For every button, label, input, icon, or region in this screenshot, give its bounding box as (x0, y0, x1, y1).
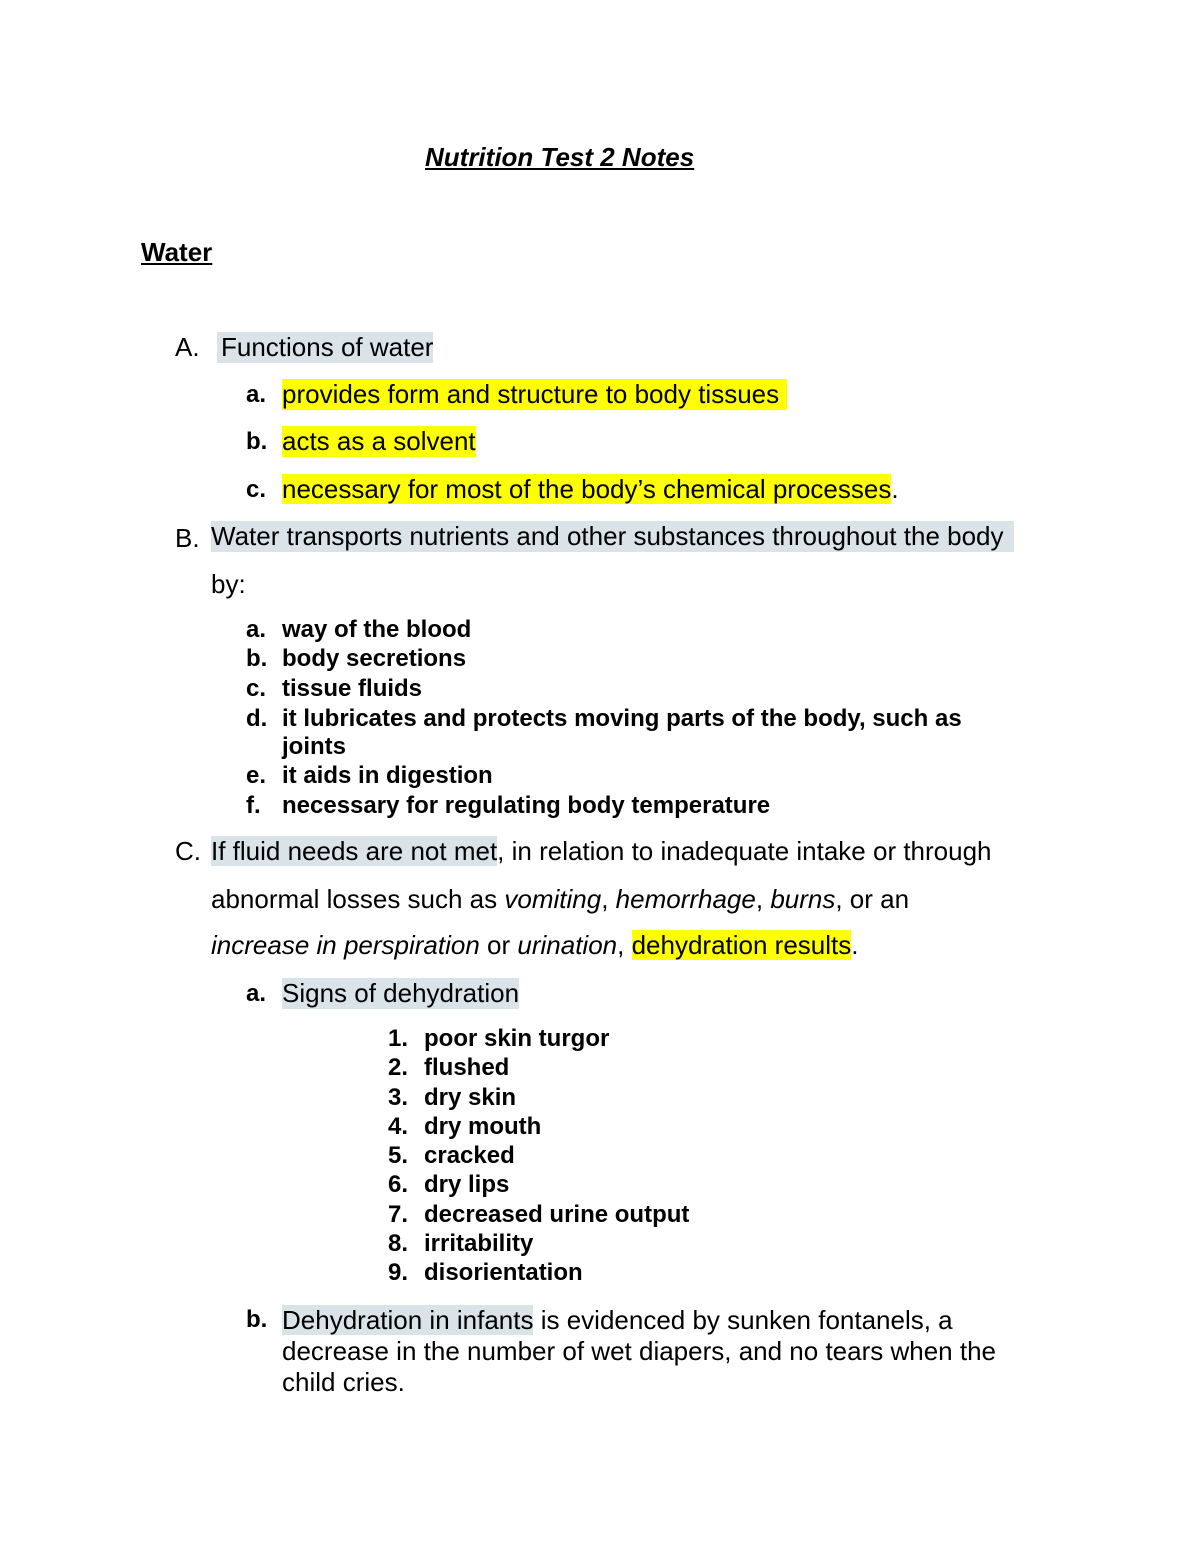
list-item-text: flushed (424, 1054, 510, 1081)
text: . (891, 474, 899, 504)
list-item-text: way of the blood (282, 616, 472, 643)
text: , (601, 884, 616, 914)
highlighted-text: necessary for most of the body’s chemical processes (282, 474, 892, 504)
highlighted-text: provides form and structure to body tissues (282, 379, 787, 410)
list-item-text: tissue fluids (282, 675, 423, 702)
list-item-text: poor skin turgor (424, 1025, 610, 1052)
list-marker: b. (246, 645, 268, 672)
list-item-text: dry lips (424, 1171, 510, 1198)
list-item-text: necessary for regulating body temperature (282, 792, 771, 819)
paragraph-line (282, 1305, 953, 1336)
list-item-text: it aids in digestion (282, 762, 493, 789)
list-item-text: decreased urine output (424, 1201, 690, 1228)
page-title: Nutrition Test 2 Notes (425, 142, 695, 172)
paragraph-line (211, 884, 909, 915)
paragraph-line (211, 930, 859, 961)
list-marker: c. (246, 476, 267, 503)
outline-label: Water transports nutrients and other substances throughout the body (211, 521, 1014, 552)
text: , (617, 930, 632, 960)
list-marker: d. (246, 705, 268, 732)
list-marker: B. (175, 523, 200, 553)
italic-text: urination (517, 930, 618, 960)
paragraph-line: decrease in the number of wet diapers, and no tears when the (282, 1336, 996, 1366)
list-marker: C. (175, 836, 201, 866)
italic-text: vomiting (504, 884, 602, 914)
list-marker: 4. (388, 1113, 409, 1140)
text: or (479, 930, 518, 960)
text: abnormal losses such as (211, 884, 505, 914)
list-marker: 2. (388, 1054, 409, 1081)
list-marker: b. (246, 1306, 268, 1333)
italic-text: increase in perspiration (211, 930, 480, 960)
list-marker: 5. (388, 1142, 409, 1169)
list-marker: 3. (388, 1084, 409, 1111)
list-item-text: disorientation (424, 1259, 583, 1286)
text: . (851, 930, 859, 960)
text: , (755, 884, 771, 914)
list-marker: e. (246, 762, 267, 789)
list-marker: a. (246, 980, 267, 1007)
highlighted-text: Dehydration in infants (282, 1305, 534, 1335)
list-item-text: it lubricates and protects moving parts of the body, such as (282, 705, 962, 732)
section-heading: Water (141, 237, 213, 267)
text: , in relation to inadequate intake or through (497, 836, 992, 866)
italic-text: hemorrhage (615, 884, 756, 914)
list-item-text: dry mouth (424, 1113, 542, 1140)
paragraph-line (211, 836, 992, 867)
outline-label-continued: by: (211, 569, 246, 599)
text: is evidenced by sunken fontanels, a (533, 1305, 953, 1335)
list-marker: b. (246, 428, 268, 455)
list-marker: 9. (388, 1259, 409, 1286)
list-item-text: dry skin (424, 1084, 517, 1111)
list-item-text: cracked (424, 1142, 515, 1169)
paragraph-line: child cries. (282, 1367, 405, 1397)
text: , or an (835, 884, 910, 914)
list-marker: c. (246, 675, 267, 702)
list-marker: A. (175, 332, 200, 362)
highlighted-text: dehydration results (631, 930, 852, 960)
list-item-text: body secretions (282, 645, 467, 672)
outline-label: Signs of dehydration (282, 978, 520, 1008)
list-item-text-continued: joints (282, 733, 346, 760)
list-item-text: irritability (424, 1230, 534, 1257)
list-marker: a. (246, 616, 267, 643)
list-marker: f. (246, 792, 261, 819)
italic-text: burns (770, 884, 836, 914)
list-marker: 1. (388, 1025, 409, 1052)
list-marker: 8. (388, 1230, 409, 1257)
outline-label: Functions of water (217, 332, 433, 363)
list-marker: 7. (388, 1201, 409, 1228)
highlighted-text: acts as a solvent (282, 426, 476, 456)
list-marker: a. (246, 381, 267, 408)
list-item (282, 474, 899, 505)
list-marker: 6. (388, 1171, 409, 1198)
highlighted-text: If fluid needs are not met (211, 836, 498, 866)
